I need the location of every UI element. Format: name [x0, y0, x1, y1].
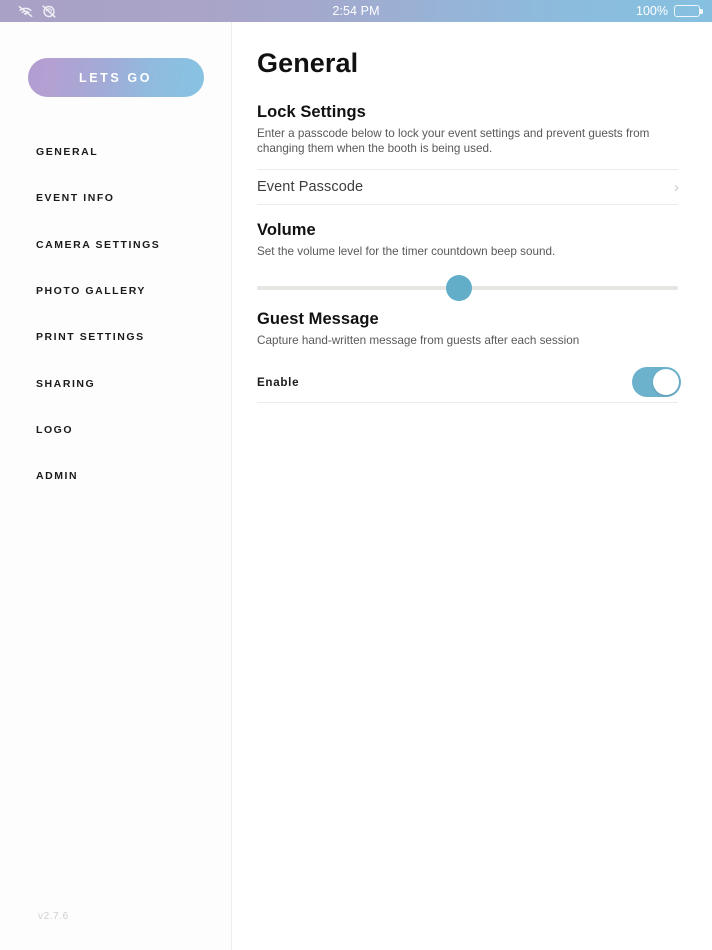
- volume-slider-thumb[interactable]: [446, 275, 472, 301]
- volume-slider[interactable]: [257, 275, 678, 301]
- sidebar-item-photo-gallery[interactable]: PHOTO GALLERY: [36, 285, 146, 298]
- enable-toggle[interactable]: [632, 367, 681, 397]
- volume-title: Volume: [257, 221, 316, 239]
- volume-description: Set the volume level for the timer countdown beep sound.: [257, 245, 556, 258]
- chevron-right-icon: ›: [674, 178, 679, 196]
- status-bar-right: [636, 4, 700, 18]
- lets-go-button[interactable]: LETS GO: [28, 58, 204, 97]
- page-title: General: [257, 48, 359, 78]
- sidebar-item-camera-settings[interactable]: CAMERA SETTINGS: [36, 238, 161, 251]
- sidebar: [0, 22, 232, 950]
- divider: [257, 204, 678, 205]
- section-guest-message: [257, 310, 681, 403]
- lets-go-button-wrap: [0, 58, 231, 97]
- battery-percent-label: 100%: [636, 4, 668, 18]
- sidebar-item-sharing[interactable]: SHARING: [36, 377, 96, 390]
- sidebar-item-event-info[interactable]: EVENT INFO: [36, 192, 115, 205]
- toggle-knob: [653, 369, 679, 395]
- sidebar-item-admin[interactable]: ADMIN: [36, 470, 79, 483]
- event-passcode-label: Event Passcode: [257, 179, 364, 195]
- enable-label: Enable: [257, 375, 300, 389]
- status-bar: [0, 0, 712, 22]
- battery-icon: [674, 5, 700, 17]
- guest-message-description: Capture hand-written message from guests after each session: [257, 334, 580, 347]
- guest-message-enable-row: [257, 362, 681, 402]
- guest-message-title: Guest Message: [257, 310, 379, 328]
- main-content: [233, 22, 712, 950]
- sidebar-item-print-settings[interactable]: PRINT SETTINGS: [36, 331, 145, 344]
- app-version-label: v2.7.6: [38, 911, 69, 922]
- status-bar-clock: 2:54 PM: [332, 4, 380, 18]
- section-lock-settings: [257, 103, 681, 205]
- lock-settings-title: Lock Settings: [257, 103, 366, 121]
- sidebar-nav: [0, 129, 231, 499]
- sidebar-item-logo[interactable]: LOGO: [36, 423, 74, 436]
- sidebar-item-general[interactable]: GENERAL: [36, 146, 99, 159]
- event-passcode-row[interactable]: [257, 170, 681, 204]
- divider: [257, 402, 678, 403]
- lock-settings-description: Enter a passcode below to lock your event settings and prevent guests from changing them when the booth is being used.: [257, 127, 650, 155]
- section-volume: [257, 221, 681, 301]
